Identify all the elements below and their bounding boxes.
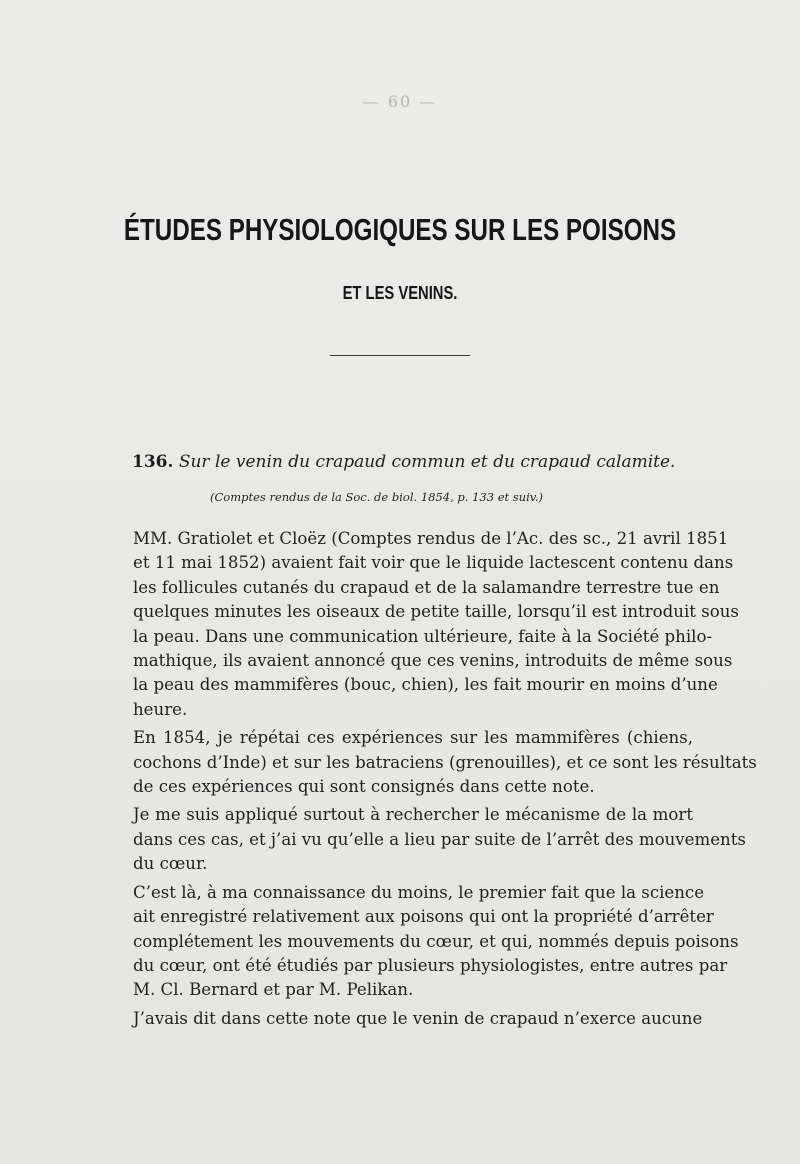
page-title: ÉTUDES PHYSIOLOGIQUES SUR LES POISONS xyxy=(123,212,677,247)
text-line: les follicules cutanés du crapaud et de la salamandre terrestre tue en xyxy=(133,577,720,597)
text-line: ait enregistré relativement aux poisons qui ont la propriété d’arrêter xyxy=(133,907,714,927)
paragraph xyxy=(133,1007,703,1031)
text-line: J’avais dit dans cette note que le venin de crapaud n’exerce aucune xyxy=(133,1008,703,1028)
paragraph xyxy=(133,726,757,799)
text-line: Je me suis appliqué surtout à rechercher le mécanisme de la mort xyxy=(133,805,693,825)
section-number: 136. xyxy=(132,452,174,472)
text-line: de ces expériences qui sont consignés dans cette note. xyxy=(133,777,595,797)
text-line: du cœur. xyxy=(133,854,208,874)
paragraph xyxy=(133,803,746,876)
text-line: du cœur, ont été étudiés par plusieurs physiologistes, entre autres par xyxy=(133,955,728,975)
text-line: quelques minutes les oiseaux de petite taille, lorsqu’il est introduit sous xyxy=(133,602,739,622)
section-citation: (Comptes rendus de la Soc. de biol. 1854, p. 133 et suiv.) xyxy=(210,490,544,504)
paragraph xyxy=(133,881,739,1003)
text-line: C’est là, à ma connaissance du moins, le premier fait que la science xyxy=(133,882,705,902)
text-line: complétement les mouvements du cœur, et qui, nommés depuis poisons xyxy=(133,931,739,951)
title-divider xyxy=(330,355,470,356)
section-heading xyxy=(132,452,692,472)
paragraph xyxy=(133,527,739,722)
text-line: heure. xyxy=(133,699,188,719)
text-line: cochons d’Inde) et sur les batraciens (grenouilles), et ce sont les résultats xyxy=(133,752,757,772)
text-line: M. Cl. Bernard et par M. Pelikan. xyxy=(133,980,414,1000)
text-line: et 11 mai 1852) avaient fait voir que le liquide lactescent contenu dans xyxy=(133,553,734,573)
body-text xyxy=(133,527,757,1031)
page-number: — 60 — xyxy=(362,92,438,111)
text-line: la peau. Dans une communication ultérieure, faite à la Société philo- xyxy=(133,626,713,646)
text-line: MM. Gratiolet et Cloëz (Comptes rendus de l’Ac. des sc., 21 avril 1851 xyxy=(133,529,729,548)
text-line: la peau des mammifères (bouc, chien), les fait mourir en moins d’une xyxy=(133,675,718,695)
section-title: Sur le venin du crapaud commun et du crapaud calamite. xyxy=(178,452,676,472)
page-subtitle: ET LES VENINS. xyxy=(342,283,458,303)
text-line: dans ces cas, et j’ai vu qu’elle a lieu par suite de l’arrêt des mouvements xyxy=(133,829,746,849)
text-line: mathique, ils avaient annoncé que ces venins, introduits de même sous xyxy=(133,651,733,671)
text-line: En 1854, je répétai ces expériences sur les mammifères (chiens, xyxy=(133,728,693,748)
